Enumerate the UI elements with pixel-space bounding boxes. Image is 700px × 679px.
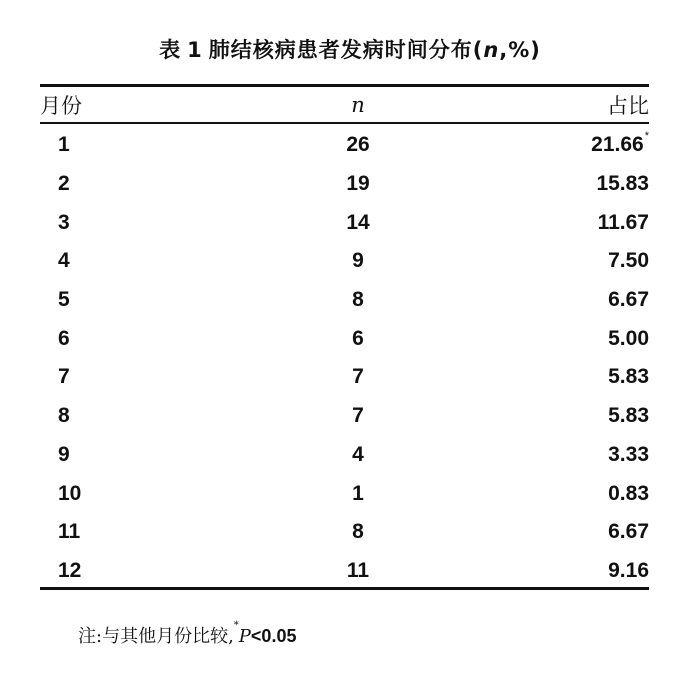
header-row: [40, 87, 649, 122]
table-row: [40, 203, 649, 242]
table-row: [40, 319, 649, 358]
title-n-symbol: n: [483, 38, 500, 62]
cell-month: 8: [58, 404, 70, 428]
cell-month: 7: [58, 365, 70, 389]
footnote-p-value: <0.05: [250, 626, 297, 646]
table-row: [40, 397, 649, 436]
table-row: [40, 242, 649, 281]
cell-n: 19: [346, 172, 370, 196]
cell-pct: 7.50: [608, 249, 649, 273]
cell-month: 12: [58, 558, 82, 582]
cell-month: 4: [58, 249, 70, 273]
cell-n: 7: [352, 365, 364, 389]
cell-n: 14: [346, 210, 370, 234]
cell-pct: 5.83: [608, 365, 649, 389]
footnote-mark: *: [233, 620, 239, 631]
cell-month: 5: [58, 288, 70, 312]
cell-n: 9: [352, 249, 364, 273]
cell-pct: 11.67: [597, 210, 649, 234]
title-number: 1: [187, 38, 203, 62]
cell-pct: 15.83: [596, 172, 649, 196]
table-row: [40, 513, 649, 552]
cell-month: 3: [58, 210, 70, 234]
table-footnote: [78, 622, 296, 648]
cell-n: 8: [352, 288, 364, 312]
cell-n: 1: [352, 481, 364, 505]
table-title: [0, 34, 700, 64]
header-pct: 占比: [607, 93, 649, 118]
cell-month: 10: [58, 481, 82, 505]
table-row: [40, 281, 649, 320]
cell-n: 6: [352, 326, 364, 350]
cell-pct-value: 21.66: [591, 133, 644, 157]
cell-month: 6: [58, 326, 70, 350]
table-row: [40, 436, 649, 475]
cell-pct: 0.83: [608, 481, 649, 505]
title-text: 肺结核病患者发病时间分布(: [208, 38, 484, 62]
cell-pct: 3.33: [608, 442, 649, 466]
cell-pct: 9.16: [608, 558, 649, 582]
table-row: [40, 122, 649, 165]
table-row: [40, 552, 649, 591]
cell-n: 26: [346, 133, 370, 157]
cell-month: 9: [58, 442, 70, 466]
title-prefix: 表: [159, 38, 182, 62]
table-row: [40, 165, 649, 204]
cell-pct: 5.00: [608, 326, 649, 350]
header-month: 月份: [40, 93, 82, 118]
footnote-text: 注:与其他月份比较,: [78, 626, 234, 647]
cell-n: 11: [346, 558, 370, 582]
cell-month: 1: [58, 133, 70, 157]
title-suffix: ,%): [499, 38, 541, 62]
cell-pct: [538, 122, 649, 165]
table-row: [40, 358, 649, 397]
cell-pct: 6.67: [608, 288, 649, 312]
cell-month: 2: [58, 172, 70, 196]
footnote-p-symbol: P: [238, 626, 251, 647]
cell-month: 11: [58, 520, 81, 544]
significance-mark: *: [644, 130, 649, 143]
cell-pct: 6.67: [608, 520, 649, 544]
cell-pct: 5.83: [608, 404, 649, 428]
header-n: n: [351, 92, 365, 117]
data-table: [40, 87, 649, 590]
cell-n: 8: [352, 520, 364, 544]
cell-n: 4: [352, 442, 364, 466]
table-row: [40, 474, 649, 513]
cell-n: 7: [352, 404, 364, 428]
